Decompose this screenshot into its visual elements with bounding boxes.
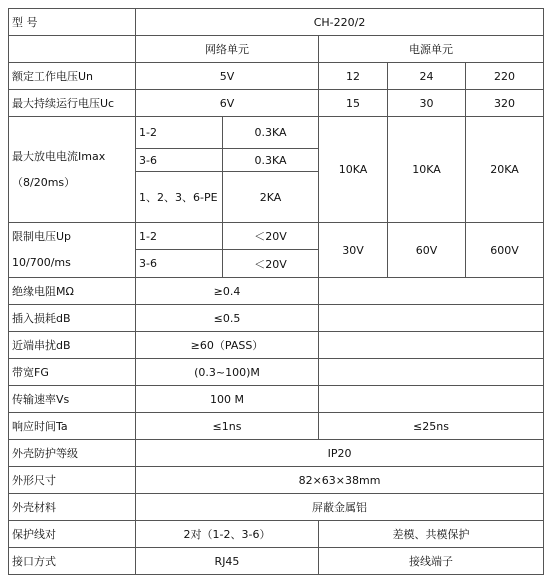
max-discharge-label-line1: 最大放电电流Imax xyxy=(12,149,106,163)
response-label: 响应时间Ta xyxy=(9,413,136,440)
table-row xyxy=(9,548,544,575)
empty-cell xyxy=(9,36,136,63)
interface-label: 接口方式 xyxy=(9,548,136,575)
empty-cell xyxy=(319,386,544,413)
rated-voltage-12: 12 xyxy=(319,63,388,90)
table-row xyxy=(9,63,544,90)
limit-voltage-label xyxy=(9,223,136,278)
limit-voltage-12: 30V xyxy=(319,223,388,278)
insulation-network: ≥0.4 xyxy=(136,278,319,305)
spec-table xyxy=(8,8,544,575)
max-discharge-pins-1: 1-2 xyxy=(136,117,223,149)
table-row xyxy=(9,278,544,305)
table-row xyxy=(9,467,544,494)
max-discharge-value-1: 0.3KA xyxy=(223,117,319,149)
model-label: 型 号 xyxy=(9,9,136,36)
limit-voltage-24: 60V xyxy=(388,223,466,278)
max-cont-voltage-network: 6V xyxy=(136,90,319,117)
rate-label: 传输速率Vs xyxy=(9,386,136,413)
bandwidth-network: (0.3~100)M xyxy=(136,359,319,386)
protected-lines-label: 保护线对 xyxy=(9,521,136,548)
model-value: CH-220/2 xyxy=(136,9,544,36)
rated-voltage-label: 额定工作电压Un xyxy=(9,63,136,90)
max-discharge-pins-2: 3-6 xyxy=(136,149,223,172)
empty-cell xyxy=(319,305,544,332)
table-row xyxy=(9,117,544,149)
limit-voltage-value-2: ＜20V xyxy=(223,250,319,278)
table-row xyxy=(9,9,544,36)
insertion-loss-label: 插入损耗dB xyxy=(9,305,136,332)
enclosure-protection-value: IP20 xyxy=(136,440,544,467)
limit-voltage-220: 600V xyxy=(466,223,544,278)
bandwidth-label: 带宽FG xyxy=(9,359,136,386)
max-discharge-value-2: 0.3KA xyxy=(223,149,319,172)
rated-voltage-220: 220 xyxy=(466,63,544,90)
dimensions-value: 82×63×38mm xyxy=(136,467,544,494)
max-discharge-12: 10KA xyxy=(319,117,388,223)
max-cont-voltage-12: 15 xyxy=(319,90,388,117)
dimensions-label: 外形尺寸 xyxy=(9,467,136,494)
enclosure-protection-label: 外壳防护等级 xyxy=(9,440,136,467)
interface-network: RJ45 xyxy=(136,548,319,575)
max-discharge-pins-3: 1、2、3、6-PE xyxy=(136,172,223,223)
material-value: 屏蔽金属铝 xyxy=(136,494,544,521)
response-network: ≤1ns xyxy=(136,413,319,440)
table-row xyxy=(9,359,544,386)
max-discharge-label-line2: （8/20ms） xyxy=(12,175,76,189)
table-row xyxy=(9,223,544,250)
insulation-label: 绝缘电阻MΩ xyxy=(9,278,136,305)
crosstalk-label: 近端串扰dB xyxy=(9,332,136,359)
max-cont-voltage-24: 30 xyxy=(388,90,466,117)
limit-voltage-label-line1: 限制电压Up xyxy=(12,230,72,243)
empty-cell xyxy=(319,278,544,305)
network-unit-header: 网络单元 xyxy=(136,36,319,63)
interface-power: 接线端子 xyxy=(319,548,544,575)
table-row xyxy=(9,413,544,440)
empty-cell xyxy=(319,332,544,359)
table-row xyxy=(9,521,544,548)
rated-voltage-network: 5V xyxy=(136,63,319,90)
protected-lines-network: 2对（1-2、3-6） xyxy=(136,521,319,548)
table-row xyxy=(9,90,544,117)
max-cont-voltage-220: 320 xyxy=(466,90,544,117)
limit-voltage-pins-2: 3-6 xyxy=(136,250,223,278)
max-discharge-24: 10KA xyxy=(388,117,466,223)
power-unit-header: 电源单元 xyxy=(319,36,544,63)
table-row xyxy=(9,36,544,63)
limit-voltage-value-1: ＜20V xyxy=(223,223,319,250)
max-cont-voltage-label: 最大持续运行电压Uc xyxy=(9,90,136,117)
limit-voltage-label-line2: 10/700/ms xyxy=(12,256,71,269)
rate-network: 100 M xyxy=(136,386,319,413)
protected-lines-power: 差模、共模保护 xyxy=(319,521,544,548)
material-label: 外壳材料 xyxy=(9,494,136,521)
table-row xyxy=(9,386,544,413)
table-row xyxy=(9,332,544,359)
max-discharge-220: 20KA xyxy=(466,117,544,223)
insertion-loss-network: ≤0.5 xyxy=(136,305,319,332)
limit-voltage-pins-1: 1-2 xyxy=(136,223,223,250)
crosstalk-network: ≥60（PASS） xyxy=(136,332,319,359)
empty-cell xyxy=(319,359,544,386)
max-discharge-label xyxy=(9,117,136,223)
table-row xyxy=(9,494,544,521)
table-row xyxy=(9,305,544,332)
response-power: ≤25ns xyxy=(319,413,544,440)
rated-voltage-24: 24 xyxy=(388,63,466,90)
table-row xyxy=(9,440,544,467)
max-discharge-value-3: 2KA xyxy=(223,172,319,223)
